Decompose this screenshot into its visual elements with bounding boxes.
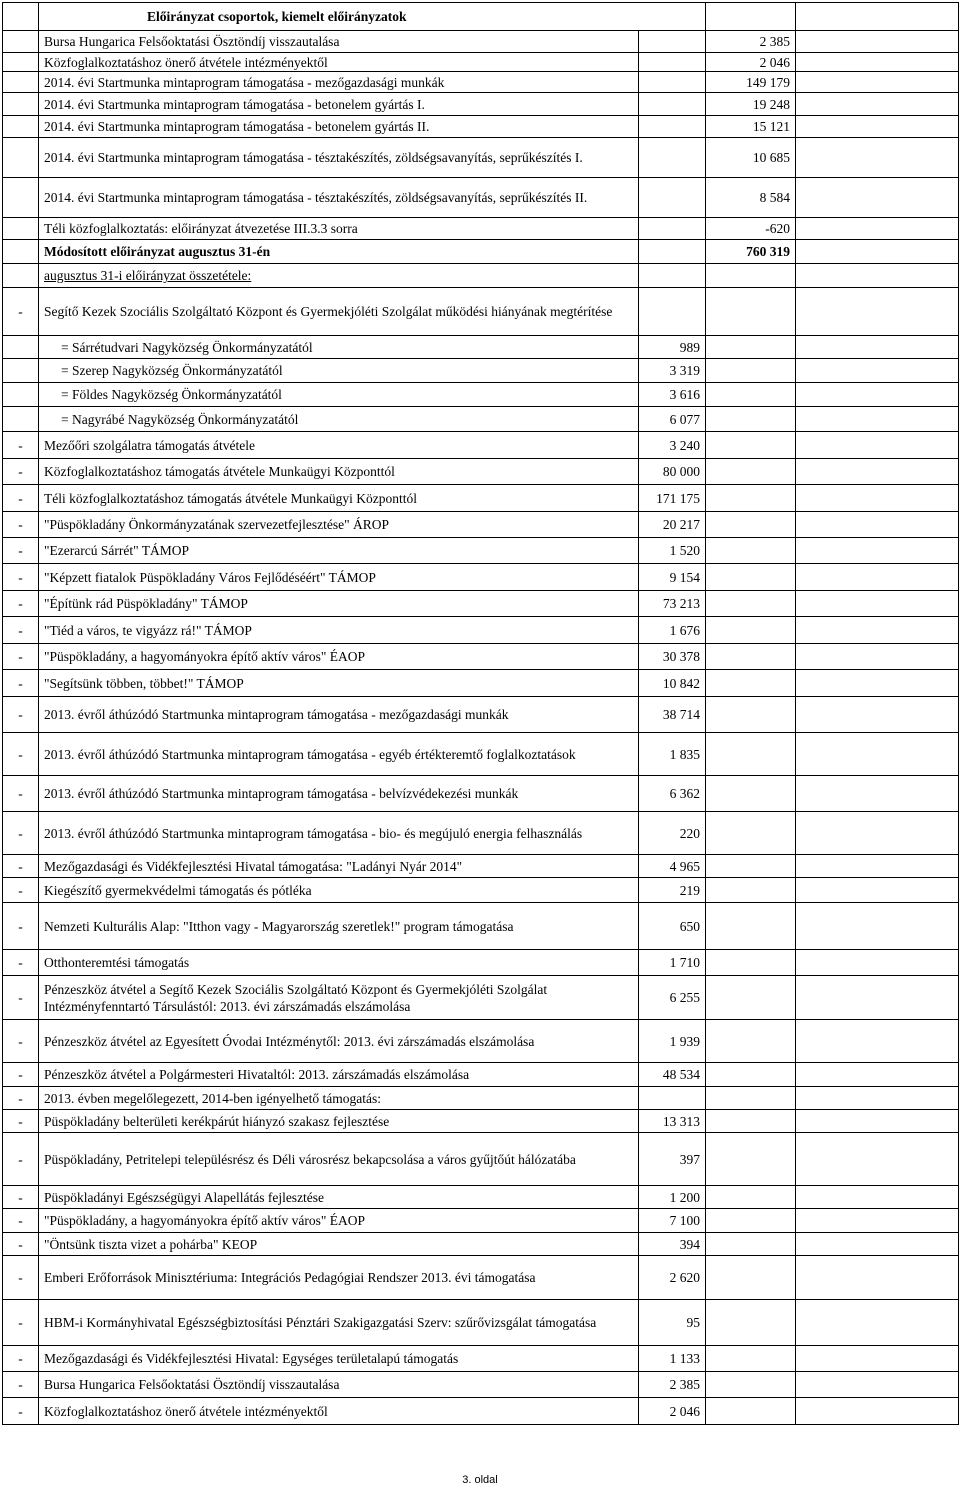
page-number: 3. oldal <box>462 1474 498 1486</box>
row-amount <box>706 459 796 485</box>
row-sub-amount: 30 378 <box>639 644 706 670</box>
row-sub-amount: 171 175 <box>639 485 706 512</box>
table-row <box>3 336 959 359</box>
row-empty <box>796 459 959 485</box>
row-description: Otthonteremtési támogatás <box>39 950 639 976</box>
row-description: Közfoglalkoztatáshoz támogatás átvétele Munkaügyi Központtól <box>39 459 639 485</box>
row-amount: 19 248 <box>706 93 796 116</box>
row-description: Püspökladány belterületi kerékpárút hiányzó szakasz fejlesztése <box>39 1110 639 1133</box>
row-description: 2014. évi Startmunka mintaprogram támogatása - betonelem gyártás I. <box>39 93 639 116</box>
table-row <box>3 1133 959 1186</box>
row-sub-amount <box>639 240 706 264</box>
row-dash <box>3 93 39 116</box>
row-description: = Nagyrábé Nagyközség Önkormányzatától <box>39 407 639 432</box>
row-description: Segítő Kezek Szociális Szolgáltató Központ és Gyermekjóléti Szolgálat működési hiányának megtérítése <box>39 288 639 336</box>
table-row <box>3 1209 959 1233</box>
table-row <box>3 383 959 407</box>
row-description: 2013. évről áthúzódó Startmunka mintaprogram támogatása - bio- és megújuló energia felhasználás <box>39 812 639 855</box>
row-sub-amount <box>639 218 706 240</box>
row-empty <box>796 812 959 855</box>
budget-table <box>2 2 959 1425</box>
row-empty <box>796 218 959 240</box>
row-empty <box>796 878 959 903</box>
row-amount <box>706 733 796 776</box>
row-sub-amount: 20 217 <box>639 512 706 538</box>
empty-cell <box>796 3 959 31</box>
row-empty <box>796 336 959 359</box>
row-description: 2014. évi Startmunka mintaprogram támogatása - mezőgazdasági munkák <box>39 72 639 93</box>
table-row <box>3 116 959 138</box>
row-amount: 149 179 <box>706 72 796 93</box>
row-amount <box>706 591 796 617</box>
row-description: Püspökladányi Egészségügyi Alapellátás fejlesztése <box>39 1186 639 1209</box>
row-sub-amount: 220 <box>639 812 706 855</box>
table-row <box>3 31 959 53</box>
row-description: Emberi Erőforrások Minisztériuma: Integrációs Pedagógiai Rendszer 2013. évi támogatása <box>39 1256 639 1300</box>
table-row <box>3 1233 959 1256</box>
row-sub-amount: 10 842 <box>639 670 706 697</box>
row-amount <box>706 812 796 855</box>
row-amount <box>706 485 796 512</box>
row-amount: 760 319 <box>706 240 796 264</box>
row-description: "Segítsünk többen, többet!" TÁMOP <box>39 670 639 697</box>
row-amount <box>706 950 796 976</box>
table-row <box>3 512 959 538</box>
row-empty <box>796 564 959 591</box>
row-empty <box>796 93 959 116</box>
row-empty <box>796 776 959 812</box>
row-dash <box>3 240 39 264</box>
row-description: Téli közfoglalkoztatáshoz támogatás átvétele Munkaügyi Központtól <box>39 485 639 512</box>
row-amount <box>706 878 796 903</box>
table-row <box>3 733 959 776</box>
row-empty <box>796 1110 959 1133</box>
row-dash: - <box>3 538 39 564</box>
row-sub-amount: 1 520 <box>639 538 706 564</box>
row-sub-amount: 3 240 <box>639 432 706 459</box>
row-amount: 2 385 <box>706 31 796 53</box>
row-empty <box>796 53 959 72</box>
row-sub-amount: 989 <box>639 336 706 359</box>
row-sub-amount: 2 046 <box>639 1398 706 1425</box>
row-sub-amount: 4 965 <box>639 855 706 878</box>
table-row <box>3 218 959 240</box>
row-amount <box>706 976 796 1020</box>
table-row <box>3 878 959 903</box>
table-row <box>3 264 959 288</box>
row-description: Nemzeti Kulturális Alap: "Itthon vagy - Magyarország szeretlek!" program támogatása <box>39 903 639 950</box>
row-empty <box>796 1346 959 1372</box>
row-dash: - <box>3 1300 39 1346</box>
row-dash: - <box>3 288 39 336</box>
row-empty <box>796 432 959 459</box>
row-empty <box>796 512 959 538</box>
row-sub-amount: 95 <box>639 1300 706 1346</box>
table-row <box>3 776 959 812</box>
row-dash: - <box>3 1209 39 1233</box>
row-sub-amount <box>639 178 706 218</box>
row-empty <box>796 116 959 138</box>
row-dash: - <box>3 564 39 591</box>
row-description: "Ezerarcú Sárrét" TÁMOP <box>39 538 639 564</box>
row-description: Pénzeszköz átvétel a Segítő Kezek Szociális Szolgáltató Központ és Gyermekjóléti Szolgálat Intézményfenntartó Társulástól: 2013. évi zárszámadás elszámolása <box>39 976 639 1020</box>
row-dash: - <box>3 485 39 512</box>
table-row <box>3 1063 959 1087</box>
row-amount <box>706 1110 796 1133</box>
row-dash <box>3 336 39 359</box>
row-empty <box>796 538 959 564</box>
row-empty <box>796 1300 959 1346</box>
row-empty <box>796 1063 959 1087</box>
row-dash: - <box>3 878 39 903</box>
row-dash: - <box>3 733 39 776</box>
row-dash: - <box>3 432 39 459</box>
row-dash <box>3 407 39 432</box>
row-dash: - <box>3 1063 39 1087</box>
row-dash <box>3 264 39 288</box>
table-row <box>3 359 959 383</box>
row-dash: - <box>3 697 39 733</box>
row-sub-amount: 1 710 <box>639 950 706 976</box>
row-dash <box>3 218 39 240</box>
row-amount <box>706 1398 796 1425</box>
row-sub-amount: 48 534 <box>639 1063 706 1087</box>
row-empty <box>796 670 959 697</box>
row-sub-amount: 3 616 <box>639 383 706 407</box>
row-sub-amount: 1 939 <box>639 1020 706 1063</box>
row-description: "Építünk rád Püspökladány" TÁMOP <box>39 591 639 617</box>
row-amount <box>706 1346 796 1372</box>
row-empty <box>796 733 959 776</box>
row-dash <box>3 178 39 218</box>
row-description: 2013. évben megelőlegezett, 2014-ben igényelhető támogatás: <box>39 1087 639 1110</box>
row-dash: - <box>3 512 39 538</box>
row-amount <box>706 1087 796 1110</box>
row-description: 2013. évről áthúzódó Startmunka mintaprogram támogatása - belvízvédekezési munkák <box>39 776 639 812</box>
table-row <box>3 564 959 591</box>
row-dash <box>3 383 39 407</box>
row-dash: - <box>3 1020 39 1063</box>
table-row <box>3 950 959 976</box>
row-amount <box>706 359 796 383</box>
row-description: Pénzeszköz átvétel a Polgármesteri Hivataltól: 2013. zárszámadás elszámolása <box>39 1063 639 1087</box>
row-sub-amount <box>639 53 706 72</box>
row-amount <box>706 1372 796 1398</box>
table-row <box>3 288 959 336</box>
table-row <box>3 1110 959 1133</box>
table-header-row <box>3 3 959 31</box>
row-sub-amount: 2 385 <box>639 1372 706 1398</box>
row-amount <box>706 1133 796 1186</box>
row-sub-amount <box>639 288 706 336</box>
row-dash: - <box>3 776 39 812</box>
row-description: 2013. évről áthúzódó Startmunka mintaprogram támogatása - egyéb értékteremtő foglalkoztatások <box>39 733 639 776</box>
row-description: Mezőgazdasági és Vidékfejlesztési Hivatal: Egységes területalapú támogatás <box>39 1346 639 1372</box>
row-description: = Szerep Nagyközség Önkormányzatától <box>39 359 639 383</box>
table-row <box>3 53 959 72</box>
row-empty <box>796 485 959 512</box>
row-dash: - <box>3 459 39 485</box>
row-amount <box>706 432 796 459</box>
row-amount <box>706 617 796 644</box>
row-description: Bursa Hungarica Felsőoktatási Ösztöndíj visszautalása <box>39 31 639 53</box>
row-amount <box>706 538 796 564</box>
row-amount: 8 584 <box>706 178 796 218</box>
row-sub-amount <box>639 93 706 116</box>
row-description: "Püspökladány, a hagyományokra építő aktív város" ÉAOP <box>39 1209 639 1233</box>
row-dash: - <box>3 1233 39 1256</box>
row-empty <box>796 1398 959 1425</box>
row-dash: - <box>3 591 39 617</box>
row-description: Módosított előirányzat augusztus 31-én <box>39 240 639 264</box>
row-empty <box>796 950 959 976</box>
row-description: Közfoglalkoztatáshoz önerő átvétele intézményektől <box>39 1398 639 1425</box>
table-row <box>3 1398 959 1425</box>
row-sub-amount: 1 676 <box>639 617 706 644</box>
row-dash: - <box>3 855 39 878</box>
row-amount <box>706 670 796 697</box>
row-amount <box>706 264 796 288</box>
row-sub-amount: 650 <box>639 903 706 950</box>
table-row <box>3 407 959 432</box>
row-dash: - <box>3 1398 39 1425</box>
row-empty <box>796 591 959 617</box>
row-empty <box>796 407 959 432</box>
table-row <box>3 976 959 1020</box>
row-dash: - <box>3 1256 39 1300</box>
row-amount: -620 <box>706 218 796 240</box>
row-description: = Földes Nagyközség Önkormányzatától <box>39 383 639 407</box>
row-description: "Öntsünk tiszta vizet a pohárba" KEOP <box>39 1233 639 1256</box>
row-sub-amount <box>639 1087 706 1110</box>
row-amount: 10 685 <box>706 138 796 178</box>
row-description: Téli közfoglalkoztatás: előirányzat átvezetése III.3.3 sorra <box>39 218 639 240</box>
row-amount <box>706 336 796 359</box>
row-sub-amount: 397 <box>639 1133 706 1186</box>
row-amount <box>706 1233 796 1256</box>
row-dash: - <box>3 670 39 697</box>
row-dash: - <box>3 950 39 976</box>
row-sub-amount: 80 000 <box>639 459 706 485</box>
row-description: HBM-i Kormányhivatal Egészségbiztosítási Pénztári Szakigazgatási Szerv: szűrővizsgálat támogatása <box>39 1300 639 1346</box>
table-row <box>3 240 959 264</box>
row-sub-amount: 1 200 <box>639 1186 706 1209</box>
row-empty <box>796 644 959 670</box>
table-body <box>3 3 959 1425</box>
row-description: Püspökladány, Petritelepi településrész és Déli városrész bekapcsolása a város gyűjtőút hálózatába <box>39 1133 639 1186</box>
row-sub-amount: 38 714 <box>639 697 706 733</box>
row-amount: 2 046 <box>706 53 796 72</box>
row-dash: - <box>3 976 39 1020</box>
table-title: Előirányzat csoportok, kiemelt előirányzatok <box>39 3 706 31</box>
row-description: Közfoglalkoztatáshoz önerő átvétele intézményektől <box>39 53 639 72</box>
row-amount <box>706 1063 796 1087</box>
row-sub-amount <box>639 116 706 138</box>
table-row <box>3 459 959 485</box>
row-amount <box>706 855 796 878</box>
row-amount <box>706 644 796 670</box>
row-sub-amount <box>639 264 706 288</box>
table-row <box>3 1186 959 1209</box>
row-empty <box>796 976 959 1020</box>
table-row <box>3 812 959 855</box>
table-row <box>3 591 959 617</box>
row-amount <box>706 1020 796 1063</box>
row-sub-amount <box>639 31 706 53</box>
table-row <box>3 617 959 644</box>
row-empty <box>796 240 959 264</box>
row-description: 2013. évről áthúzódó Startmunka mintaprogram támogatása - mezőgazdasági munkák <box>39 697 639 733</box>
row-description: Bursa Hungarica Felsőoktatási Ösztöndíj visszautalása <box>39 1372 639 1398</box>
row-amount <box>706 564 796 591</box>
row-empty <box>796 72 959 93</box>
table-row <box>3 538 959 564</box>
row-empty <box>796 1186 959 1209</box>
row-amount <box>706 1186 796 1209</box>
row-description: "Képzett fiatalok Püspökladány Város Fejlődéséért" TÁMOP <box>39 564 639 591</box>
row-empty <box>796 1256 959 1300</box>
table-row <box>3 1300 959 1346</box>
row-empty <box>796 1209 959 1233</box>
row-dash: - <box>3 1087 39 1110</box>
row-amount <box>706 1209 796 1233</box>
row-description: 2014. évi Startmunka mintaprogram támogatása - tésztakészítés, zöldségsavanyítás, seprűkészítés I. <box>39 138 639 178</box>
row-empty <box>796 1087 959 1110</box>
row-description: Pénzeszköz átvétel az Egyesített Óvodai Intézménytől: 2013. évi zárszámadás elszámolása <box>39 1020 639 1063</box>
row-amount <box>706 1256 796 1300</box>
row-description: Kiegészítő gyermekvédelmi támogatás és pótléka <box>39 878 639 903</box>
row-sub-amount: 2 620 <box>639 1256 706 1300</box>
row-empty <box>796 178 959 218</box>
row-dash: - <box>3 1186 39 1209</box>
row-sub-amount <box>639 72 706 93</box>
row-description: "Püspökladány, a hagyományokra építő aktív város" ÉAOP <box>39 644 639 670</box>
row-empty <box>796 697 959 733</box>
row-dash: - <box>3 1372 39 1398</box>
row-dash <box>3 72 39 93</box>
row-dash: - <box>3 903 39 950</box>
row-dash <box>3 53 39 72</box>
table-row <box>3 697 959 733</box>
row-amount <box>706 697 796 733</box>
row-empty <box>796 1233 959 1256</box>
row-empty <box>796 138 959 178</box>
table-row <box>3 1087 959 1110</box>
row-amount <box>706 383 796 407</box>
row-empty <box>796 264 959 288</box>
row-empty <box>796 288 959 336</box>
row-dash: - <box>3 1346 39 1372</box>
amount-cell <box>706 3 796 31</box>
row-sub-amount: 13 313 <box>639 1110 706 1133</box>
row-dash: - <box>3 1133 39 1186</box>
row-empty <box>796 1020 959 1063</box>
row-sub-amount: 3 319 <box>639 359 706 383</box>
row-empty <box>796 1372 959 1398</box>
row-description: Mezőgazdasági és Vidékfejlesztési Hivatal támogatása: "Ladányi Nyár 2014" <box>39 855 639 878</box>
row-sub-amount: 7 100 <box>639 1209 706 1233</box>
table-row <box>3 138 959 178</box>
row-amount <box>706 288 796 336</box>
row-sub-amount: 219 <box>639 878 706 903</box>
row-dash <box>3 116 39 138</box>
row-sub-amount: 394 <box>639 1233 706 1256</box>
row-empty <box>796 1133 959 1186</box>
row-description: 2014. évi Startmunka mintaprogram támogatása - tésztakészítés, zöldségsavanyítás, seprűkészítés II. <box>39 178 639 218</box>
table-row <box>3 644 959 670</box>
table-row <box>3 903 959 950</box>
row-dash: - <box>3 644 39 670</box>
row-description: "Tiéd a város, te vigyázz rá!" TÁMOP <box>39 617 639 644</box>
row-description: "Püspökladány Önkormányzatának szervezetfejlesztése" ÁROP <box>39 512 639 538</box>
row-dash: - <box>3 812 39 855</box>
row-sub-amount <box>639 138 706 178</box>
row-sub-amount: 1 835 <box>639 733 706 776</box>
row-amount <box>706 512 796 538</box>
row-sub-amount: 6 077 <box>639 407 706 432</box>
row-empty <box>796 903 959 950</box>
row-description: augusztus 31-i előirányzat összetétele: <box>39 264 639 288</box>
row-sub-amount: 6 255 <box>639 976 706 1020</box>
table-row <box>3 1372 959 1398</box>
table-row <box>3 72 959 93</box>
table-row <box>3 855 959 878</box>
table-row <box>3 485 959 512</box>
table-row <box>3 178 959 218</box>
row-dash <box>3 359 39 383</box>
row-amount <box>706 1300 796 1346</box>
row-amount <box>706 903 796 950</box>
row-dash: - <box>3 617 39 644</box>
table-row <box>3 93 959 116</box>
table-row <box>3 432 959 459</box>
row-amount <box>706 407 796 432</box>
row-dash <box>3 31 39 53</box>
row-amount <box>706 776 796 812</box>
row-empty <box>796 383 959 407</box>
table-row <box>3 1346 959 1372</box>
dash-cell <box>3 3 39 31</box>
row-empty <box>796 359 959 383</box>
row-sub-amount: 1 133 <box>639 1346 706 1372</box>
row-sub-amount: 6 362 <box>639 776 706 812</box>
row-description: 2014. évi Startmunka mintaprogram támogatása - betonelem gyártás II. <box>39 116 639 138</box>
row-empty <box>796 31 959 53</box>
table-row <box>3 1020 959 1063</box>
row-empty <box>796 617 959 644</box>
row-dash: - <box>3 1110 39 1133</box>
row-amount: 15 121 <box>706 116 796 138</box>
row-dash <box>3 138 39 178</box>
row-sub-amount: 9 154 <box>639 564 706 591</box>
row-sub-amount: 73 213 <box>639 591 706 617</box>
row-description: = Sárrétudvari Nagyközség Önkormányzatától <box>39 336 639 359</box>
table-row <box>3 1256 959 1300</box>
row-description: Mezőőri szolgálatra támogatás átvétele <box>39 432 639 459</box>
row-empty <box>796 855 959 878</box>
table-row <box>3 670 959 697</box>
